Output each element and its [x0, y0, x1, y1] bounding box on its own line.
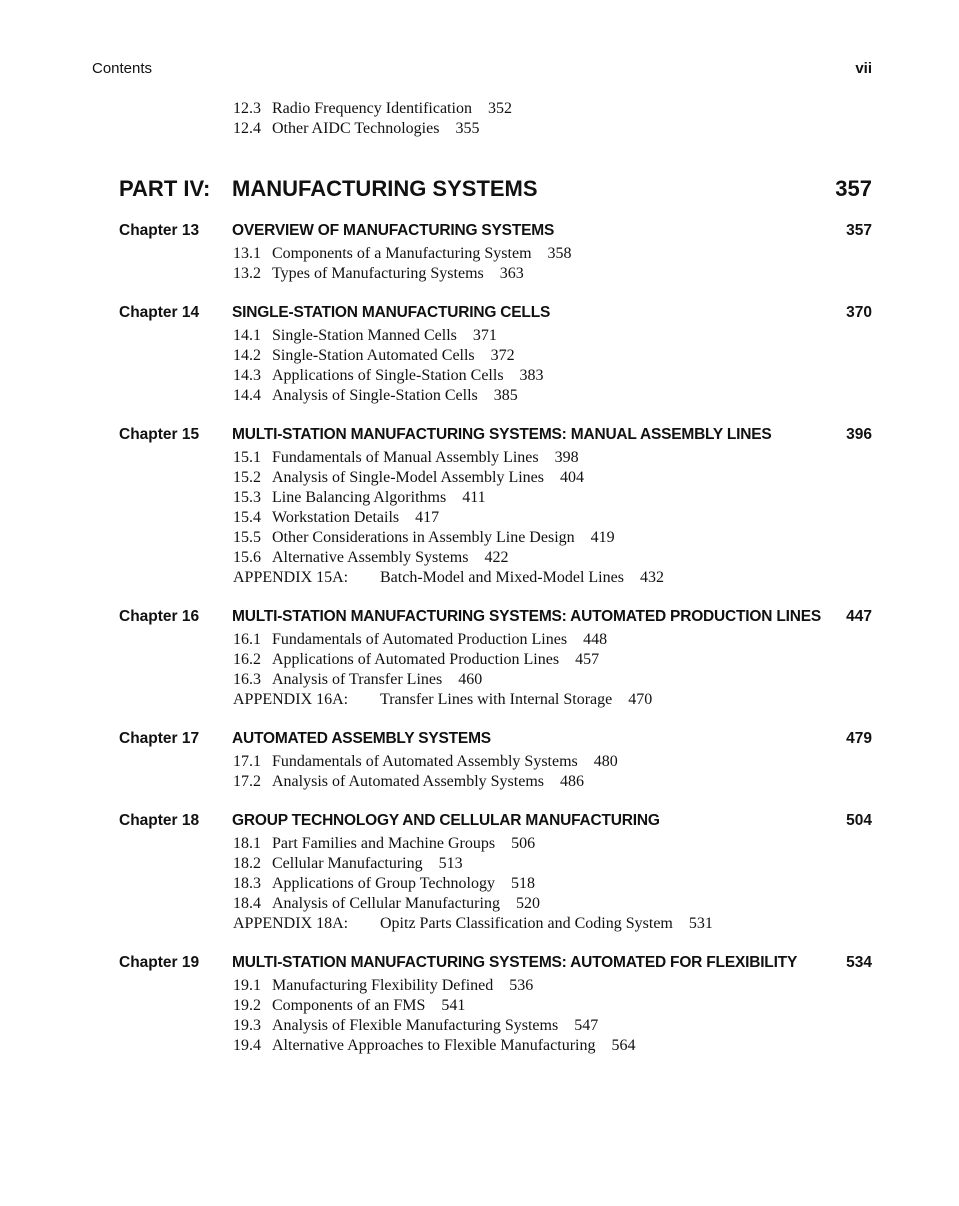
section-title: Applications of Single-Station Cells [272, 367, 504, 384]
chapter-page: 504 [846, 812, 872, 829]
section-title: Fundamentals of Automated Assembly Systems [272, 753, 578, 770]
toc-entry[interactable] [0, 386, 959, 406]
section-page: 448 [583, 631, 608, 648]
section-number: 15.3 [233, 489, 261, 506]
chapter-block [0, 727, 959, 792]
table-of-contents [0, 99, 959, 1056]
section-number: 14.1 [233, 327, 261, 344]
section-title: Applications of Group Technology [272, 875, 495, 892]
section-number: 17.1 [233, 753, 261, 770]
chapter-label: Chapter 15 [119, 426, 200, 443]
section-page: 536 [509, 977, 534, 994]
toc-entry[interactable] [0, 346, 959, 366]
section-number: 16.3 [233, 671, 261, 688]
section-number: 16.1 [233, 631, 261, 648]
toc-entry[interactable] [0, 528, 959, 548]
section-number: 14.4 [233, 387, 261, 404]
section-title: Fundamentals of Manual Assembly Lines [272, 449, 539, 466]
chapter-page: 370 [846, 304, 872, 321]
section-title: Other Considerations in Assembly Line Design [272, 529, 575, 546]
appendix-title: Opitz Parts Classification and Coding System [380, 915, 673, 932]
toc-entry[interactable] [0, 548, 959, 568]
chapter-page: 396 [846, 426, 872, 443]
chapter-heading[interactable] [0, 219, 959, 243]
previous-entries [0, 99, 959, 139]
toc-entry[interactable] [0, 650, 959, 670]
appendix-entry[interactable] [0, 690, 959, 710]
toc-entry[interactable] [0, 366, 959, 386]
section-page: 411 [462, 489, 486, 506]
section-number: 13.1 [233, 245, 261, 262]
section-number: 14.3 [233, 367, 261, 384]
section-number: 12.4 [233, 120, 261, 137]
part-page: 357 [835, 176, 872, 201]
chapter-page: 534 [846, 954, 872, 971]
toc-entry[interactable] [0, 1016, 959, 1036]
toc-entry[interactable] [0, 630, 959, 650]
section-number: 14.2 [233, 347, 261, 364]
section-title: Fundamentals of Automated Production Lines [272, 631, 568, 648]
toc-entry[interactable] [0, 264, 959, 284]
section-number: 17.2 [233, 773, 261, 790]
part-label: PART IV: [119, 176, 211, 201]
section-number: 18.3 [233, 875, 261, 892]
appendix-title: Transfer Lines with Internal Storage [380, 691, 613, 708]
chapter-heading[interactable] [0, 727, 959, 751]
toc-entry[interactable] [0, 326, 959, 346]
toc-entry[interactable] [0, 488, 959, 508]
chapter-title: MULTI-STATION MANUFACTURING SYSTEMS: MANUAL ASSEMBLY LINES [232, 426, 772, 443]
section-number: 18.2 [233, 855, 261, 872]
page-header [92, 60, 872, 80]
section-number: 19.4 [233, 1037, 261, 1054]
section-title: Components of a Manufacturing System [272, 245, 532, 262]
toc-entry[interactable] [0, 874, 959, 894]
toc-entry[interactable] [0, 468, 959, 488]
chapter-title: MULTI-STATION MANUFACTURING SYSTEMS: AUTOMATED FOR FLEXIBILITY [232, 954, 798, 971]
chapter-label: Chapter 18 [119, 812, 200, 829]
toc-entry[interactable] [0, 772, 959, 792]
section-title: Workstation Details [272, 509, 400, 526]
toc-entry[interactable] [0, 99, 959, 119]
section-title: Cellular Manufacturing [272, 855, 423, 872]
section-title: Analysis of Flexible Manufacturing Systems [272, 1017, 559, 1034]
section-page: 486 [560, 773, 584, 790]
section-title: Radio Frequency Identification [272, 100, 472, 117]
chapter-block [0, 301, 959, 406]
chapter-title: AUTOMATED ASSEMBLY SYSTEMS [232, 730, 491, 747]
chapter-label: Chapter 16 [119, 608, 200, 625]
section-title: Alternative Assembly Systems [272, 549, 469, 566]
section-page: 371 [472, 327, 497, 344]
section-page: 513 [438, 855, 463, 872]
section-number: 19.1 [233, 977, 261, 994]
chapter-page: 479 [846, 730, 872, 747]
section-title: Manufacturing Flexibility Defined [272, 977, 494, 994]
chapter-block [0, 605, 959, 710]
section-number: 16.2 [233, 651, 261, 668]
section-page: 564 [611, 1037, 636, 1054]
toc-entry[interactable] [0, 119, 959, 139]
section-title: Part Families and Machine Groups [272, 835, 496, 852]
section-title: Components of an FMS [272, 997, 426, 1014]
toc-entry[interactable] [0, 508, 959, 528]
section-page: 541 [441, 997, 466, 1014]
section-number: 15.6 [233, 549, 261, 566]
section-title: Types of Manufacturing Systems [272, 265, 484, 282]
chapter-title: GROUP TECHNOLOGY AND CELLULAR MANUFACTURING [232, 812, 660, 829]
appendix-title: Batch-Model and Mixed-Model Lines [380, 569, 624, 586]
section-title: Single-Station Automated Cells [272, 347, 475, 364]
section-title: Analysis of Single-Station Cells [272, 387, 478, 404]
toc-entry[interactable] [0, 244, 959, 264]
section-title: Analysis of Single-Model Assembly Lines [272, 469, 544, 486]
section-page: 404 [559, 469, 584, 486]
toc-entry[interactable] [0, 834, 959, 854]
chapter-list [0, 219, 959, 1056]
chapter-heading[interactable] [0, 605, 959, 629]
section-title: Single-Station Manned Cells [272, 327, 457, 344]
section-page: 419 [590, 529, 615, 546]
chapter-heading[interactable] [0, 423, 959, 447]
toc-entry[interactable] [0, 1036, 959, 1056]
section-page: 520 [515, 895, 540, 912]
part-title: MANUFACTURING SYSTEMS [232, 176, 538, 201]
section-page: 547 [574, 1017, 599, 1034]
section-page: 355 [455, 120, 480, 137]
section-page: 383 [519, 367, 544, 384]
chapter-label: Chapter 17 [119, 730, 200, 747]
toc-entry[interactable] [0, 996, 959, 1016]
appendix-page: 531 [688, 915, 713, 932]
section-title: Line Balancing Algorithms [272, 489, 447, 506]
chapter-title: SINGLE-STATION MANUFACTURING CELLS [232, 304, 551, 321]
section-number: 15.4 [233, 509, 261, 526]
section-page: 460 [458, 671, 483, 688]
chapter-title: MULTI-STATION MANUFACTURING SYSTEMS: AUTOMATED PRODUCTION LINES [232, 608, 822, 625]
section-page: 385 [493, 387, 518, 404]
section-page: 506 [511, 835, 536, 852]
section-page: 398 [554, 449, 579, 466]
chapter-block [0, 219, 959, 284]
section-number: 15.1 [233, 449, 261, 466]
appendix-label: APPENDIX 15A: [233, 569, 349, 586]
chapter-block [0, 951, 959, 1056]
section-page: 518 [511, 875, 535, 892]
chapter-page: 447 [846, 608, 872, 625]
chapter-title: OVERVIEW OF MANUFACTURING SYSTEMS [232, 222, 555, 239]
section-number: 15.2 [233, 469, 261, 486]
section-title: Analysis of Cellular Manufacturing [272, 895, 500, 912]
chapter-heading[interactable] [0, 951, 959, 975]
section-page: 358 [547, 245, 572, 262]
running-head: Contents [92, 60, 153, 77]
section-number: 19.3 [233, 1017, 261, 1034]
section-page: 422 [484, 549, 509, 566]
section-page: 363 [499, 265, 524, 282]
chapter-label: Chapter 19 [119, 954, 200, 971]
chapter-block [0, 809, 959, 934]
section-number: 18.1 [233, 835, 261, 852]
page-number: vii [855, 60, 872, 77]
section-number: 19.2 [233, 997, 261, 1014]
section-page: 372 [490, 347, 515, 364]
section-title: Analysis of Automated Assembly Systems [272, 773, 544, 790]
section-title: Alternative Approaches to Flexible Manufacturing [272, 1037, 596, 1054]
chapter-block [0, 423, 959, 588]
section-number: 12.3 [233, 100, 261, 117]
section-title: Applications of Automated Production Lines [272, 651, 560, 668]
appendix-page: 470 [628, 691, 653, 708]
section-page: 457 [575, 651, 600, 668]
toc-entry[interactable] [0, 448, 959, 468]
section-page: 352 [487, 100, 512, 117]
toc-entry[interactable] [0, 752, 959, 772]
chapter-label: Chapter 13 [119, 222, 200, 239]
section-number: 13.2 [233, 265, 261, 282]
toc-entry[interactable] [0, 894, 959, 914]
appendix-label: APPENDIX 16A: [233, 691, 349, 708]
chapter-page: 357 [846, 222, 872, 239]
chapter-label: Chapter 14 [119, 304, 200, 321]
section-number: 18.4 [233, 895, 261, 912]
chapter-heading[interactable] [0, 301, 959, 325]
chapter-heading[interactable] [0, 809, 959, 833]
toc-entry[interactable] [0, 976, 959, 996]
section-page: 417 [415, 509, 440, 526]
toc-entry[interactable] [0, 670, 959, 690]
section-title: Other AIDC Technologies [272, 120, 440, 137]
part-heading[interactable] [0, 169, 959, 209]
section-page: 480 [593, 753, 618, 770]
appendix-page: 432 [639, 569, 664, 586]
toc-entry[interactable] [0, 854, 959, 874]
section-title: Analysis of Transfer Lines [272, 671, 443, 688]
section-number: 15.5 [233, 529, 261, 546]
appendix-label: APPENDIX 18A: [233, 915, 349, 932]
appendix-entry[interactable] [0, 914, 959, 934]
appendix-entry[interactable] [0, 568, 959, 588]
